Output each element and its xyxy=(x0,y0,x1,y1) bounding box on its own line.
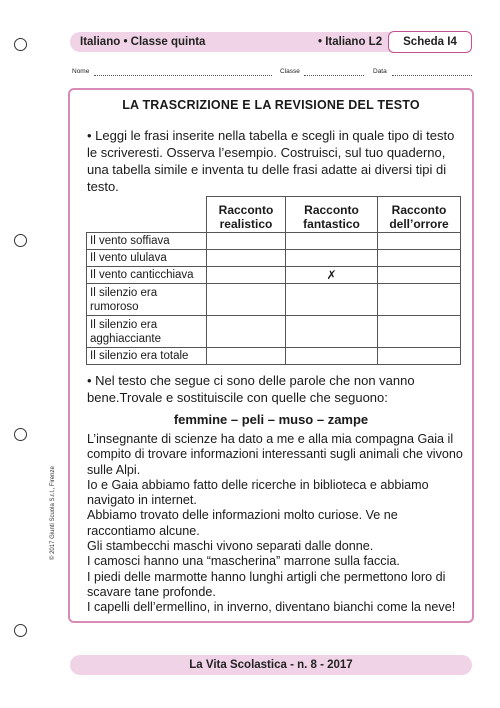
name-field[interactable] xyxy=(94,75,272,76)
text-paragraph: Gli stambecchi maschi vivono separati dalle donne. xyxy=(87,539,374,554)
answer-cell[interactable]: ✗ xyxy=(286,267,378,284)
scheda-label: Scheda I4 xyxy=(388,31,472,53)
answer-cell[interactable] xyxy=(207,267,286,284)
name-label: Nome xyxy=(72,68,90,75)
header-level: • Italiano L2 xyxy=(318,36,383,48)
text-paragraph: Io e Gaia abbiamo fatto delle ricerche in biblioteca e abbiamo navigato in internet. xyxy=(87,477,429,508)
table-corner xyxy=(87,197,207,233)
answer-cell[interactable] xyxy=(378,316,461,348)
class-field[interactable] xyxy=(304,75,364,76)
row-label: Il vento canticchiava xyxy=(87,267,207,284)
row-label: Il silenzio era rumoroso xyxy=(87,284,207,316)
answer-cell[interactable] xyxy=(378,250,461,267)
text-paragraph: I capelli dell’ermellino, in inverno, diventano bianchi come la neve! xyxy=(87,600,456,615)
column-header: Racconto fantastico xyxy=(286,197,378,233)
worksheet-frame xyxy=(68,88,474,623)
row-label: Il vento soffiava xyxy=(87,233,207,250)
date-label: Data xyxy=(373,68,387,75)
answer-cell[interactable] xyxy=(378,233,461,250)
header-subject: Italiano • Classe quinta xyxy=(80,36,206,48)
answer-cell[interactable] xyxy=(286,233,378,250)
instruction-substitution: • Nel testo che segue ci sono delle parole che non vanno bene.Trovale e sostituiscile con quelle che seguono: xyxy=(87,373,415,405)
binder-hole xyxy=(14,428,27,441)
answer-cell[interactable] xyxy=(378,284,461,316)
column-header: Racconto realistico xyxy=(207,197,286,233)
row-label: Il silenzio era agghiacciante xyxy=(87,316,207,348)
copyright-note: © 2017 Giunti Scuola S.r.l., Firenze xyxy=(50,466,56,560)
answer-cell[interactable] xyxy=(286,348,378,365)
date-field[interactable] xyxy=(392,75,472,76)
class-label: Classe xyxy=(280,68,300,75)
answer-cell[interactable] xyxy=(207,233,286,250)
answer-cell[interactable] xyxy=(207,284,286,316)
column-header: Racconto dell’orrore xyxy=(378,197,461,233)
text-type-table xyxy=(86,196,461,365)
header-bar xyxy=(70,32,472,52)
instruction-table: • Leggi le frasi inserite nella tabella e scegli in quale tipo di testo le scriveresti. Osserva l’esempio. Costruisci, sul tuo quaderno, una tabella simile e inventa tu delle frasi adatte ai diversi tipi di testo. xyxy=(87,128,455,194)
row-label: Il vento ululava xyxy=(87,250,207,267)
worksheet-title: LA TRASCRIZIONE E LA REVISIONE DEL TESTO xyxy=(122,98,420,112)
binder-hole xyxy=(14,38,27,51)
answer-cell[interactable] xyxy=(207,250,286,267)
answer-cell[interactable] xyxy=(207,348,286,365)
answer-cell[interactable] xyxy=(378,267,461,284)
answer-cell[interactable] xyxy=(207,316,286,348)
replacement-words: femmine – peli – muso – zampe xyxy=(173,412,369,427)
answer-cell[interactable] xyxy=(286,284,378,316)
text-paragraph: L’insegnante di scienze ha dato a me e alla mia compagna Gaia il compito di trovare informazioni interessanti sugli animali che vivono sulle Alpi. xyxy=(87,432,463,477)
row-label: Il silenzio era totale xyxy=(87,348,207,365)
text-paragraph: I piedi delle marmotte hanno lunghi artigli che permettono loro di scavare tane profonde. xyxy=(87,569,446,599)
student-info-line xyxy=(72,68,472,80)
answer-cell[interactable] xyxy=(378,348,461,365)
text-paragraph: I camosci hanno una “mascherina” marrone sulla faccia. xyxy=(87,554,400,569)
binder-hole xyxy=(14,234,27,247)
exercise-text xyxy=(87,432,465,616)
answer-cell[interactable] xyxy=(286,250,378,267)
answer-cell[interactable] xyxy=(286,316,378,348)
text-paragraph: Abbiamo trovato delle informazioni molto curiose. Ve ne raccontiamo alcune. xyxy=(87,508,398,538)
footer-bar: La Vita Scolastica - n. 8 - 2017 xyxy=(70,655,472,675)
binder-hole xyxy=(14,624,27,637)
